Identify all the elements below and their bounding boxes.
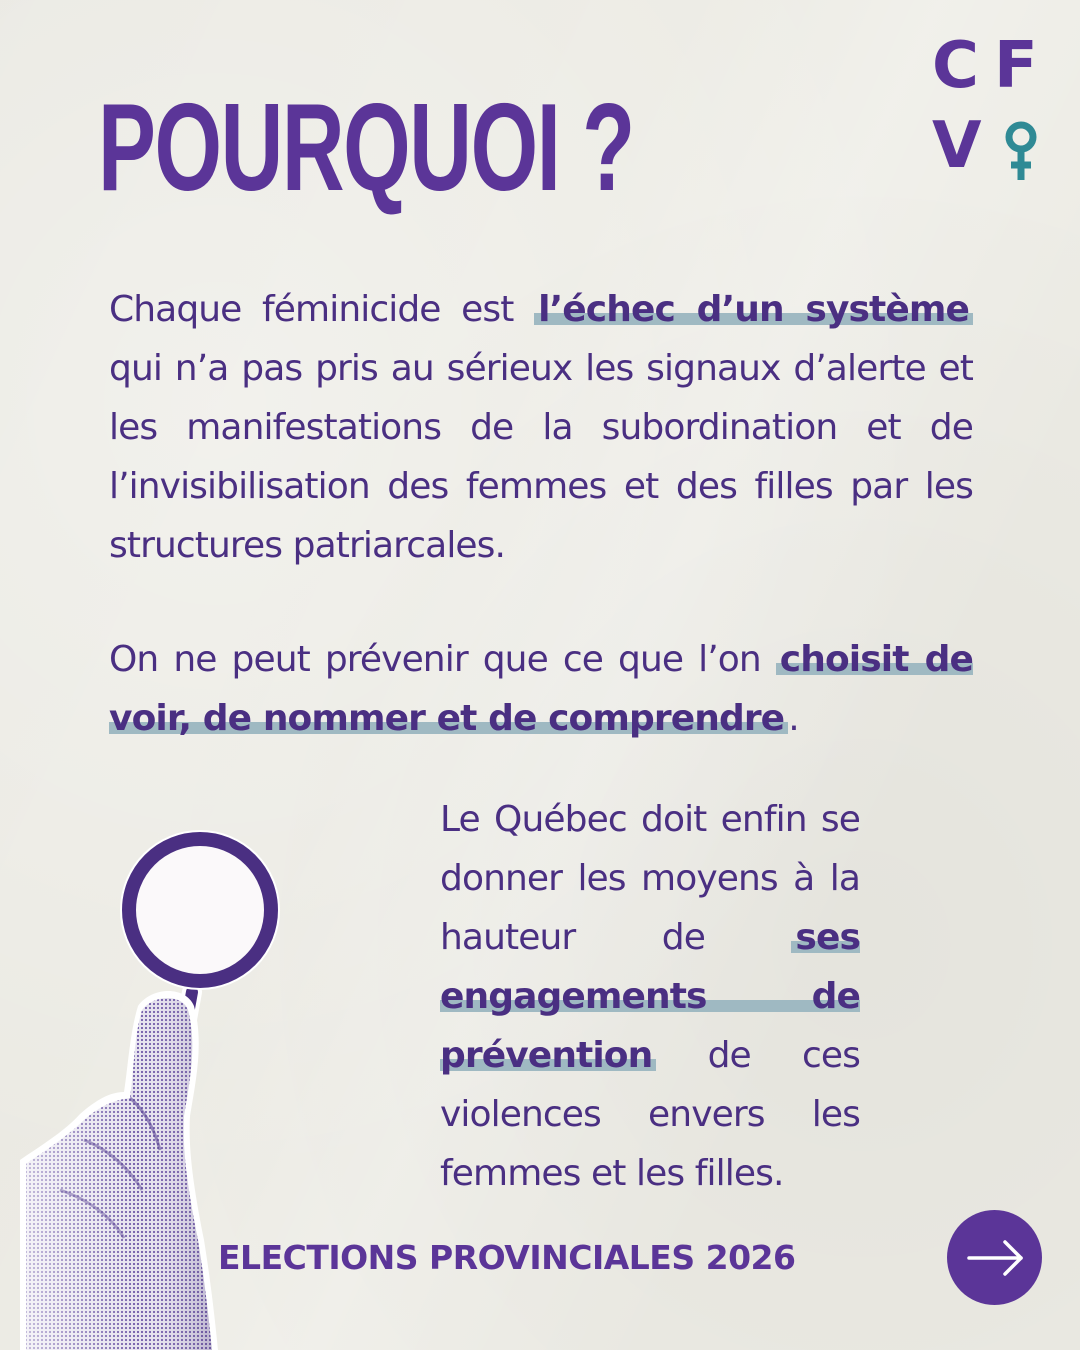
paragraph-systeme xyxy=(109,280,973,575)
paragraph-quebec-text-start: Le Québec doit enfin se donner les moyens à la hauteur de xyxy=(440,799,860,958)
logo-letter-c: C xyxy=(932,29,979,103)
paragraph-quebec-text-end: de ces violences envers les femmes et les filles. xyxy=(440,1035,860,1194)
paragraph-prevenir-text-end: . xyxy=(788,698,799,739)
footer-label: ELECTIONS PROVINCIALES 2026 xyxy=(218,1238,796,1277)
paragraph-systeme-text-end: qui n’a pas pris au sérieux les signaux d’alerte et les manifestations de la subordination et de l’invisibilisation des femmes et des filles par les structures patriarcales. xyxy=(109,348,973,566)
page-title: POURQUOI ? xyxy=(98,79,634,217)
highlight-engagements-prevention: ses engagements de prévention xyxy=(440,917,860,1076)
paragraph-prevenir xyxy=(109,630,973,748)
logo-letter-f: F xyxy=(994,29,1038,103)
logo-letter-v: V xyxy=(932,109,982,183)
cfv-logo xyxy=(930,29,1040,183)
paragraph-systeme-text-start: Chaque féminicide est xyxy=(109,289,535,330)
next-button[interactable] xyxy=(947,1210,1042,1305)
highlight-choisit-voir: choisit de voir, de nommer et de comprendre xyxy=(109,639,973,739)
paragraph-quebec xyxy=(440,790,860,1203)
arrow-right-icon xyxy=(947,1210,1042,1305)
highlight-echec-systeme: l’échec d’un système xyxy=(534,289,973,330)
paragraph-prevenir-text-start: On ne peut prévenir que ce que l’on xyxy=(109,639,776,680)
venus-icon xyxy=(1000,120,1042,182)
